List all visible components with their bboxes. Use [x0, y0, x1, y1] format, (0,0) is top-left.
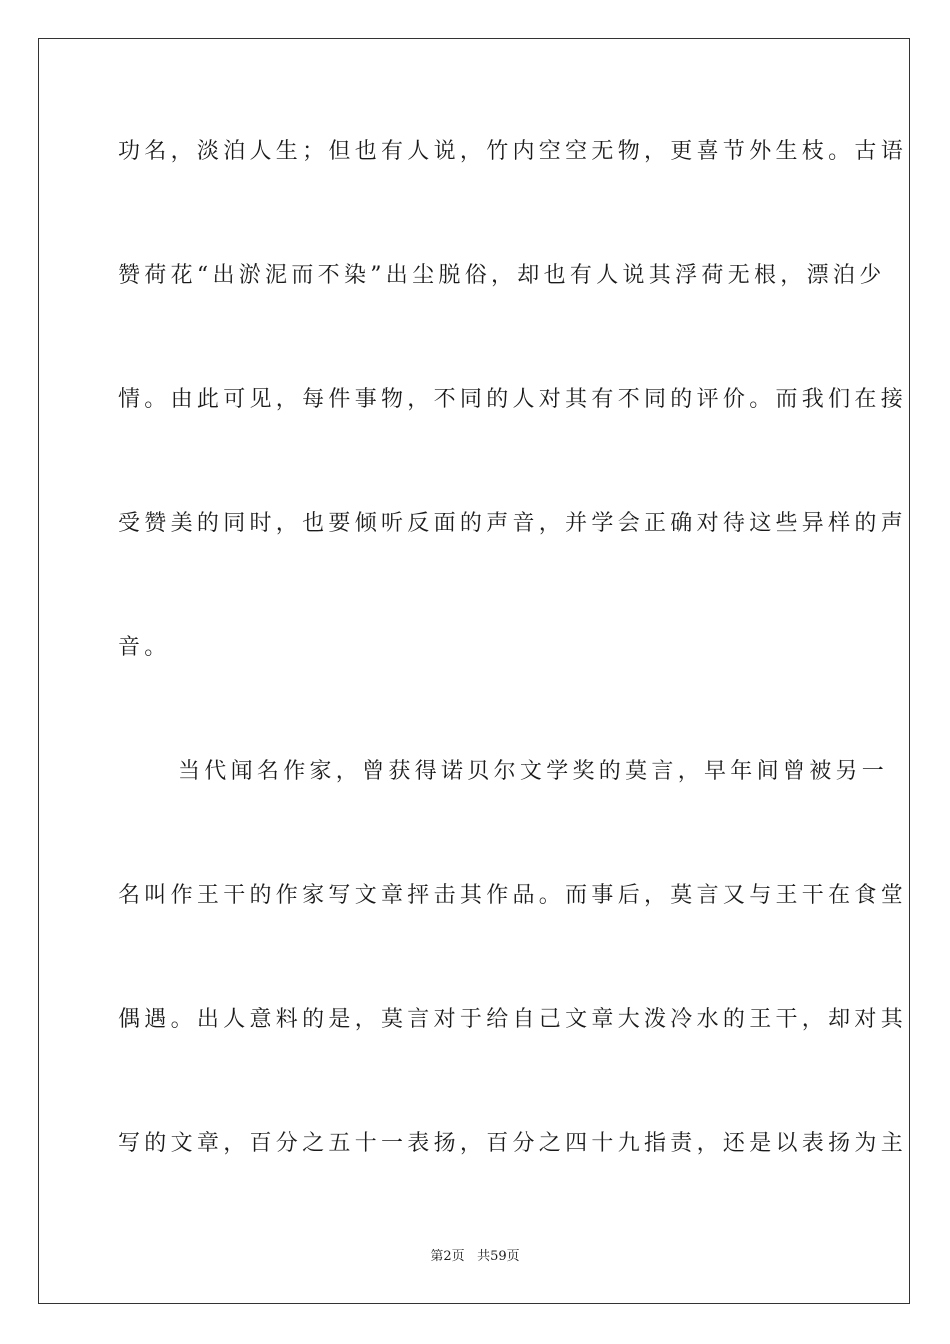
text-line: 音。 [118, 635, 171, 660]
paragraph-first-line: 当代闻名作家，曾获得诺贝尔文学奖的莫言，早年间曾被另一 [178, 759, 889, 784]
text-line: 情。由此可见，每件事物，不同的人对其有不同的评价。而我们在接 [118, 387, 908, 412]
page-total: 共59页 [477, 1249, 520, 1264]
text-line: 写的文章，百分之五十一表扬，百分之四十九指责，还是以表扬为主 [118, 1131, 908, 1156]
page-border [38, 38, 910, 1304]
text-line: 功名，淡泊人生；但也有人说，竹内空空无物，更喜节外生枝。古语 [118, 139, 908, 164]
text-line: 偶遇。出人意料的是，莫言对于给自己文章大泼冷水的王干，却对其 [118, 1007, 908, 1032]
page-footer [0, 1248, 950, 1266]
page-number: 第2页 [430, 1249, 465, 1264]
text-line: 受赞美的同时，也要倾听反面的声音，并学会正确对待这些异样的声 [118, 511, 908, 536]
text-line: 赞荷花“出淤泥而不染”出尘脱俗，却也有人说其浮荷无根，漂泊少 [118, 263, 886, 288]
text-line: 名叫作王干的作家写文章抨击其作品。而事后，莫言又与王干在食堂 [118, 883, 908, 908]
